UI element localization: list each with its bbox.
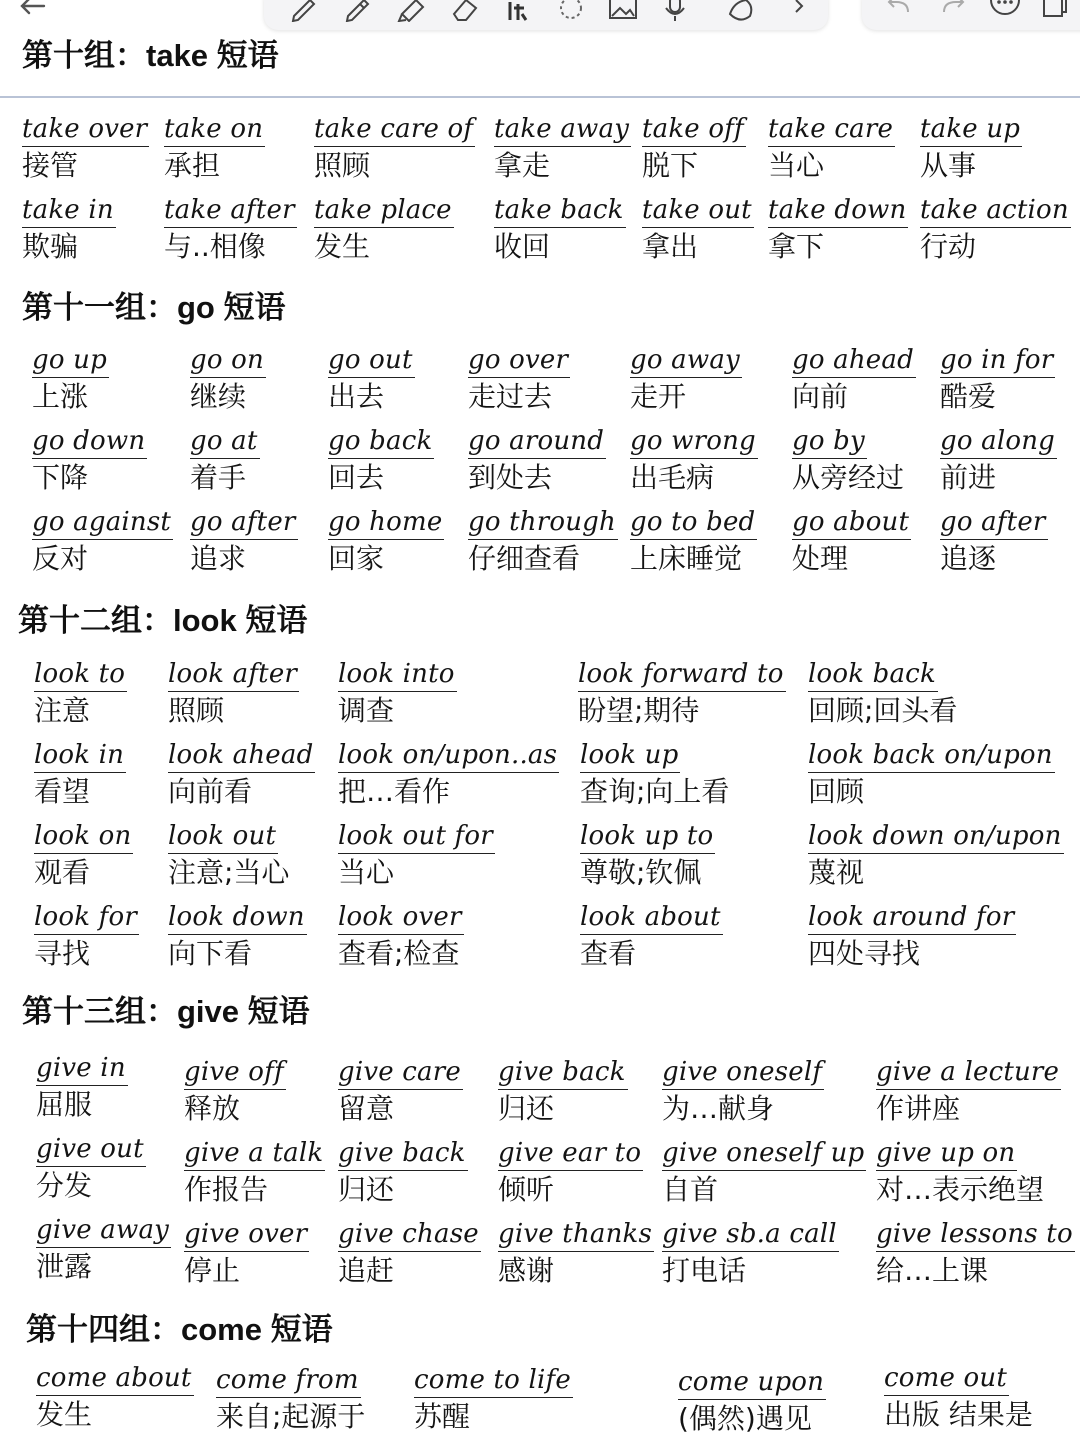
phrase-zh: 为…献身 xyxy=(662,1092,775,1125)
phrase-give-oneself xyxy=(662,1055,824,1128)
phrase-come-to-life xyxy=(414,1363,573,1436)
phrase-en: come out xyxy=(884,1361,1009,1396)
undo-icon xyxy=(882,0,916,22)
phrase-zh: 打电话 xyxy=(662,1254,747,1287)
phrase-give-lessons-to xyxy=(876,1217,1075,1290)
phrase-en: go over xyxy=(468,343,570,378)
phrase-zh: 从事 xyxy=(920,149,977,182)
lasso-icon xyxy=(554,0,588,22)
phrase-look-down xyxy=(168,900,307,973)
phrase-zh: 走开 xyxy=(630,380,687,413)
chevron-right-icon xyxy=(782,0,816,22)
phrase-zh: 追求 xyxy=(190,542,247,575)
phrase-zh: 从旁经过 xyxy=(792,461,905,494)
mic-button[interactable] xyxy=(658,0,692,22)
phrase-en: look out xyxy=(168,819,278,854)
sticker-tool-button[interactable] xyxy=(724,0,758,22)
phrase-go-by xyxy=(792,424,904,497)
phrase-en: go by xyxy=(792,424,867,459)
phrase-en: go in for xyxy=(940,343,1055,378)
phrase-come-upon xyxy=(678,1365,826,1438)
phrase-en: give care xyxy=(338,1055,463,1090)
phrase-look-up-to xyxy=(580,819,715,892)
phrase-zh: 继续 xyxy=(190,380,247,413)
lasso-tool-button[interactable] xyxy=(554,0,588,22)
phrase-zh: 注意;当心 xyxy=(168,856,290,889)
phrase-zh: 照顾 xyxy=(168,694,225,727)
phrase-come-about xyxy=(36,1361,194,1434)
phrase-give-back-2 xyxy=(338,1136,468,1209)
phrase-en: look to xyxy=(34,657,127,692)
phrase-zh: 观看 xyxy=(34,856,91,889)
phrase-zh: 把…看作 xyxy=(338,775,451,808)
phrase-give-care xyxy=(338,1055,463,1128)
phrase-zh: 与..相像 xyxy=(164,230,266,263)
phrase-en: take out xyxy=(642,193,754,228)
pages-button[interactable] xyxy=(1040,0,1074,22)
phrase-en: go up xyxy=(32,343,109,378)
phrase-en: look down on/upon xyxy=(808,819,1064,854)
phrase-en: go at xyxy=(190,424,260,459)
phrase-en: give oneself xyxy=(662,1055,824,1090)
phrase-zh: 着手 xyxy=(190,461,247,494)
phrase-en: take action xyxy=(920,193,1071,228)
phrase-look-back xyxy=(808,657,957,730)
phrase-zh: 向前 xyxy=(792,380,849,413)
phrase-go-at xyxy=(190,424,260,497)
phrase-en: go against xyxy=(32,505,173,540)
phrase-zh: 出版 结果是 xyxy=(884,1398,1033,1431)
phrase-go-against xyxy=(32,505,173,578)
phrase-zh: 发生 xyxy=(314,230,371,263)
phrase-go-away xyxy=(630,343,742,416)
phrase-go-after xyxy=(190,505,298,578)
phrase-en: go ahead xyxy=(792,343,916,378)
phrase-look-out xyxy=(168,819,289,892)
phrase-look-forward-to xyxy=(578,657,786,730)
phrase-zh: 查询;向上看 xyxy=(580,775,730,808)
phrase-en: look back on/upon xyxy=(808,738,1055,773)
drawing-tools xyxy=(264,0,828,30)
phrase-zh: (偶然)遇见 xyxy=(678,1402,812,1435)
phrase-zh: 盼望;期待 xyxy=(578,694,700,727)
phrase-zh: 寻找 xyxy=(34,937,91,970)
phrase-en: look in xyxy=(34,738,126,773)
text-tool-button[interactable] xyxy=(502,0,536,22)
phrase-en: look on xyxy=(34,819,133,854)
phrase-en: go out xyxy=(328,343,415,378)
phrase-look-down-on-upon xyxy=(808,819,1064,892)
phrase-en: take over xyxy=(22,112,149,147)
phrase-take-care xyxy=(768,112,895,185)
phrase-zh: 追赶 xyxy=(338,1254,395,1287)
phrase-en: come upon xyxy=(678,1365,826,1400)
phrase-en: give ear to xyxy=(498,1136,643,1171)
highlighter-icon xyxy=(394,0,428,22)
phrase-en: give thanks xyxy=(498,1217,654,1252)
section-title-look: 第十二组：look 短语 xyxy=(18,603,308,638)
phrase-zh: 尊敬;钦佩 xyxy=(580,856,702,889)
phrase-zh: 泄露 xyxy=(36,1250,93,1283)
phrase-en: look after xyxy=(168,657,299,692)
phrase-zh: 给…上课 xyxy=(876,1254,989,1287)
phrase-zh: 回顾 xyxy=(808,775,865,808)
phrase-en: give up on xyxy=(876,1136,1017,1171)
phrase-zh: 对…表示绝望 xyxy=(876,1173,1045,1206)
phrase-zh: 倾听 xyxy=(498,1173,555,1206)
back-arrow-icon xyxy=(14,0,54,20)
pen-tool-button[interactable] xyxy=(286,0,320,22)
phrase-en: give a lecture xyxy=(876,1055,1061,1090)
phrase-look-ahead xyxy=(168,738,315,811)
phrase-zh: 归还 xyxy=(498,1092,555,1125)
phrase-go-about xyxy=(792,505,911,578)
phrase-en: look about xyxy=(580,900,723,935)
page-actions xyxy=(862,0,1080,30)
phrase-en: look back xyxy=(808,657,938,692)
phrase-look-on-upon-as xyxy=(338,738,559,811)
phrase-give-away xyxy=(36,1213,171,1286)
phrase-zh: 回顾;回头看 xyxy=(808,694,958,727)
eraser-icon xyxy=(448,0,482,22)
phrase-en: go away xyxy=(630,343,742,378)
phrase-give-in xyxy=(36,1051,128,1124)
phrase-take-back xyxy=(494,193,626,266)
phrase-en: look ahead xyxy=(168,738,315,773)
pen-icon xyxy=(286,0,320,22)
phrase-zh: 发生 xyxy=(36,1398,93,1431)
phrase-zh: 留意 xyxy=(338,1092,395,1125)
phrase-en: go about xyxy=(792,505,911,540)
mic-icon xyxy=(658,0,692,22)
phrase-en: take back xyxy=(494,193,626,228)
phrase-zh: 出毛病 xyxy=(630,461,715,494)
phrase-give-out xyxy=(36,1132,146,1205)
phrase-zh: 向前看 xyxy=(168,775,253,808)
phrase-take-in xyxy=(22,193,116,266)
phrase-zh: 下降 xyxy=(32,461,89,494)
section-title-come: 第十四组：come 短语 xyxy=(26,1312,333,1347)
phrase-en: take up xyxy=(920,112,1022,147)
phrase-en: go after xyxy=(190,505,298,540)
phrase-zh: 注意 xyxy=(34,694,91,727)
phrase-look-to xyxy=(34,657,127,730)
phrase-en: go through xyxy=(468,505,618,540)
phrase-en: go down xyxy=(32,424,147,459)
phrase-en: look up xyxy=(580,738,680,773)
phrase-zh: 屈服 xyxy=(36,1088,93,1121)
phrase-en: look on/upon..as xyxy=(338,738,559,773)
phrase-zh: 前进 xyxy=(940,461,997,494)
image-tool-button[interactable] xyxy=(606,0,640,22)
phrase-en: take on xyxy=(164,112,265,147)
phrase-go-ahead xyxy=(792,343,916,416)
phrase-take-after xyxy=(164,193,297,266)
phrase-en: give lessons to xyxy=(876,1217,1075,1252)
phrase-go-on xyxy=(190,343,266,416)
phrase-go-down xyxy=(32,424,147,497)
phrase-en: go back xyxy=(328,424,434,459)
phrase-zh: 接管 xyxy=(22,149,79,182)
phrase-en: look out for xyxy=(338,819,495,854)
phrase-zh: 回家 xyxy=(328,542,385,575)
phrase-look-up xyxy=(580,738,729,811)
phrase-zh: 当心 xyxy=(768,149,825,182)
phrase-en: give over xyxy=(184,1217,309,1252)
phrase-en: look up to xyxy=(580,819,715,854)
phrase-zh: 看望 xyxy=(34,775,91,808)
phrase-come-from xyxy=(216,1363,365,1436)
phrase-zh: 照顾 xyxy=(314,149,371,182)
eraser-tool-button[interactable] xyxy=(448,0,482,22)
phrase-en: look for xyxy=(34,900,139,935)
more-button[interactable] xyxy=(988,0,1022,22)
phrase-look-after xyxy=(168,657,299,730)
phrase-go-around xyxy=(468,424,606,497)
phrase-zh: 当心 xyxy=(338,856,395,889)
redo-icon xyxy=(936,0,970,22)
phrase-en: take care of xyxy=(314,112,475,147)
phrase-en: take in xyxy=(22,193,116,228)
phrase-en: come to life xyxy=(414,1363,573,1398)
phrase-en: look down xyxy=(168,900,307,935)
redo-button[interactable] xyxy=(936,0,970,22)
phrase-take-action xyxy=(920,193,1071,266)
phrase-zh: 向下看 xyxy=(168,937,253,970)
phrase-give-sb-a-call xyxy=(662,1217,839,1290)
phrase-zh: 蔑视 xyxy=(808,856,865,889)
phrase-zh: 查看 xyxy=(580,937,637,970)
phrase-en: take down xyxy=(768,193,908,228)
pages-icon xyxy=(1040,0,1074,22)
phrase-en: take away xyxy=(494,112,631,147)
phrase-zh: 停止 xyxy=(184,1254,241,1287)
phrase-zh: 作报告 xyxy=(184,1173,269,1206)
phrase-take-up xyxy=(920,112,1022,185)
more-icon xyxy=(988,0,1022,22)
phrase-zh: 处理 xyxy=(792,542,849,575)
phrase-take-off xyxy=(642,112,746,185)
phrase-look-back-on-upon xyxy=(808,738,1055,811)
phrase-zh: 拿下 xyxy=(768,230,825,263)
phrase-zh: 感谢 xyxy=(498,1254,555,1287)
phrase-give-back xyxy=(498,1055,628,1128)
phrase-go-in-for xyxy=(940,343,1055,416)
phrase-en: look forward to xyxy=(578,657,786,692)
more-tools-button[interactable] xyxy=(782,0,816,22)
phrase-zh: 欺骗 xyxy=(22,230,79,263)
phrase-en: give back xyxy=(338,1136,468,1171)
phrase-en: go around xyxy=(468,424,606,459)
phrase-go-after-2 xyxy=(940,505,1048,578)
section-divider xyxy=(0,96,1080,98)
phrase-en: go on xyxy=(190,343,266,378)
text-tool-icon xyxy=(502,0,536,22)
undo-button[interactable] xyxy=(882,0,916,22)
pencil-icon xyxy=(340,0,374,22)
phrase-en: go home xyxy=(328,505,444,540)
phrase-zh: 走过去 xyxy=(468,380,553,413)
phrase-en: give out xyxy=(36,1132,146,1167)
phrase-give-off xyxy=(184,1055,286,1128)
phrase-zh: 调查 xyxy=(338,694,395,727)
phrase-zh: 收回 xyxy=(494,230,551,263)
phrase-zh: 承担 xyxy=(164,149,221,182)
phrase-en: take after xyxy=(164,193,297,228)
phrase-en: take place xyxy=(314,193,454,228)
phrase-zh: 反对 xyxy=(32,542,89,575)
phrase-go-through xyxy=(468,505,618,578)
phrase-give-thanks xyxy=(498,1217,654,1290)
phrase-en: go along xyxy=(940,424,1057,459)
phrase-look-over xyxy=(338,900,464,973)
phrase-zh: 四处寻找 xyxy=(808,937,921,970)
phrase-zh: 出去 xyxy=(328,380,385,413)
phrase-en: give back xyxy=(498,1055,628,1090)
phrase-en: come about xyxy=(36,1361,194,1396)
phrase-look-about xyxy=(580,900,723,973)
phrase-go-along xyxy=(940,424,1057,497)
phrase-en: give sb.a call xyxy=(662,1217,839,1252)
phrase-en: give in xyxy=(36,1051,128,1086)
phrase-zh: 来自;起源于 xyxy=(216,1400,366,1433)
phrase-zh: 自首 xyxy=(662,1173,719,1206)
phrase-give-a-talk xyxy=(184,1136,325,1209)
phrase-zh: 作讲座 xyxy=(876,1092,961,1125)
phrase-en: go to bed xyxy=(630,505,757,540)
back-button[interactable] xyxy=(14,0,54,20)
phrase-look-in xyxy=(34,738,126,811)
section-title-take: 第十组：take 短语 xyxy=(22,38,279,73)
phrase-go-back xyxy=(328,424,434,497)
phrase-zh: 苏醒 xyxy=(414,1400,471,1433)
highlighter-tool-button[interactable] xyxy=(394,0,428,22)
phrase-zh: 酷爱 xyxy=(940,380,997,413)
phrase-zh: 查看;检查 xyxy=(338,937,460,970)
phrase-take-care-of xyxy=(314,112,475,185)
phrase-zh: 分发 xyxy=(36,1169,93,1202)
phrase-en: take care xyxy=(768,112,895,147)
phrase-give-over xyxy=(184,1217,309,1290)
phrase-go-out xyxy=(328,343,415,416)
phrase-en: give chase xyxy=(338,1217,481,1252)
phrase-take-on xyxy=(164,112,265,185)
phrase-zh: 行动 xyxy=(920,230,977,263)
phrase-zh: 仔细查看 xyxy=(468,542,581,575)
phrase-zh: 释放 xyxy=(184,1092,241,1125)
phrase-en: look over xyxy=(338,900,464,935)
phrase-take-down xyxy=(768,193,908,266)
phrase-zh: 归还 xyxy=(338,1173,395,1206)
top-toolbar xyxy=(0,0,1080,34)
phrase-go-home xyxy=(328,505,444,578)
phrase-go-wrong xyxy=(630,424,758,497)
phrase-look-into xyxy=(338,657,457,730)
phrase-look-for xyxy=(34,900,139,973)
phrase-en: take off xyxy=(642,112,746,147)
phrase-go-up xyxy=(32,343,109,416)
phrase-zh: 追逐 xyxy=(940,542,997,575)
phrase-zh: 拿出 xyxy=(642,230,699,263)
phrase-en: give away xyxy=(36,1213,171,1248)
phrase-zh: 回去 xyxy=(328,461,385,494)
phrase-zh: 拿走 xyxy=(494,149,551,182)
phrase-give-oneself-up xyxy=(662,1136,866,1209)
phrase-look-around-for xyxy=(808,900,1016,973)
section-title-give: 第十三组：give 短语 xyxy=(22,994,310,1029)
phrase-take-away xyxy=(494,112,631,185)
phrase-give-chase xyxy=(338,1217,481,1290)
phrase-en: give oneself up xyxy=(662,1136,866,1171)
phrase-take-place xyxy=(314,193,454,266)
phrase-look-out-for xyxy=(338,819,495,892)
phrase-en: give a talk xyxy=(184,1136,325,1171)
phrase-go-over xyxy=(468,343,570,416)
phrase-zh: 上涨 xyxy=(32,380,89,413)
phrase-give-up-on xyxy=(876,1136,1044,1209)
phrase-en: come from xyxy=(216,1363,361,1398)
phrase-en: go wrong xyxy=(630,424,758,459)
phrase-zh: 脱下 xyxy=(642,149,699,182)
section-title-go: 第十一组：go 短语 xyxy=(22,290,286,325)
phrase-en: look into xyxy=(338,657,457,692)
phrase-en: go after xyxy=(940,505,1048,540)
phrase-look-on xyxy=(34,819,133,892)
phrase-take-out xyxy=(642,193,754,266)
phrase-en: look around for xyxy=(808,900,1016,935)
phrase-zh: 到处去 xyxy=(468,461,553,494)
pencil-tool-button[interactable] xyxy=(340,0,374,22)
phrase-give-a-lecture xyxy=(876,1055,1061,1128)
phrase-zh: 上床睡觉 xyxy=(630,542,743,575)
phrase-take-over xyxy=(22,112,149,185)
sticker-icon xyxy=(724,0,758,22)
phrase-go-to-bed xyxy=(630,505,757,578)
image-icon xyxy=(606,0,640,22)
phrase-give-ear-to xyxy=(498,1136,643,1209)
phrase-come-out xyxy=(884,1361,1033,1434)
phrase-en: give off xyxy=(184,1055,286,1090)
